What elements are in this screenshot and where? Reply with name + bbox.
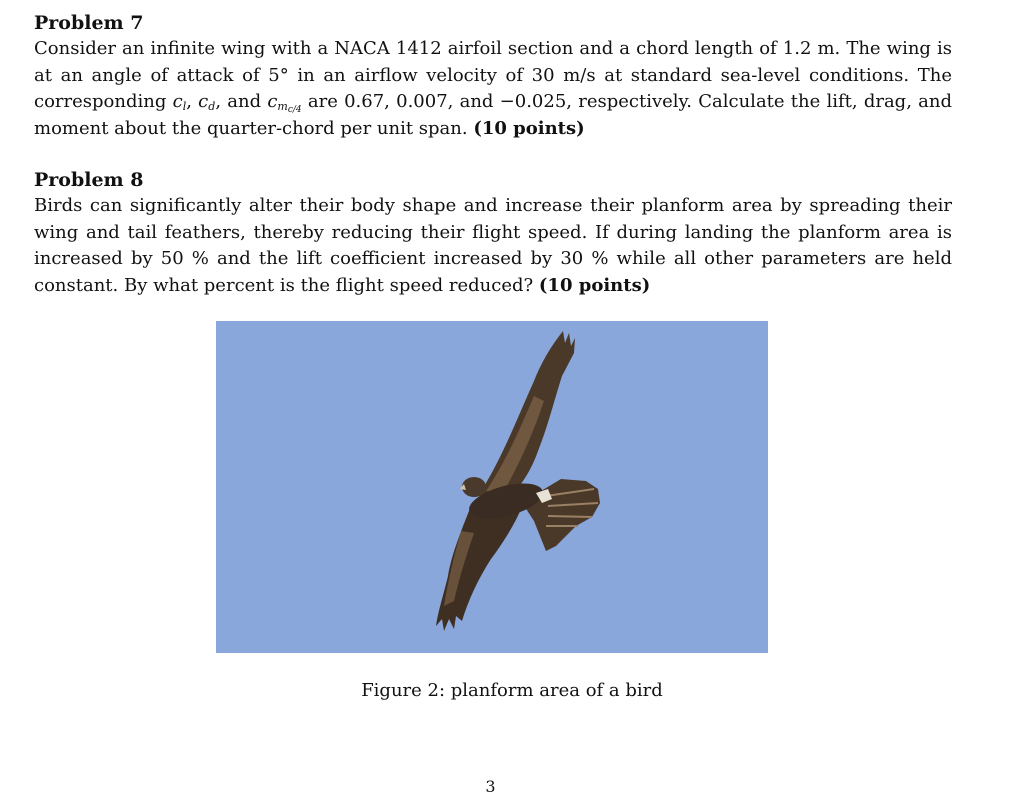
problem-7-heading: Problem 7 [34,12,144,34]
problem-8-text [34,193,952,299]
problem-7-text-b: are 0.67, 0.007, and −0.025, respectively. Calculate the lift, drag, and moment about the quarter-chord per unit span. [34,91,952,139]
problem-8-points: (10 points) [538,274,651,296]
bird-illustration [216,321,768,653]
bird-photo [216,321,768,653]
problem-7 [34,10,952,142]
symbol-cd: $c_d$ [198,91,216,113]
bird-head [462,477,486,497]
problem-7-text [34,36,952,142]
separator: , and [215,91,268,112]
problem-8-heading: Problem 8 [34,169,144,191]
symbol-cl: $c_l$ [172,91,187,113]
problem-8 [34,167,952,299]
problem-7-text-a: Consider an infinite wing with a NACA 1412 airfoil section and a chord length of 1.2 m. The wing is at an angle of attack of 5° in an airflow velocity of 30 m/s at standard sea-level conditions. The corresponding [34,38,952,112]
separator: , [186,91,199,112]
problem-8-text-body: Birds can significantly alter their body shape and increase their planform area by spreading their wing and tail feathers, thereby reducing their flight speed. If during landing the planform area is increased by 50 % and the lift coefficient increased by 30 % while all other parameters are held constant. By what percent is the flight speed reduced? [34,195,952,296]
figure-caption: Figure 2: planform area of a bird [361,680,663,701]
problem-7-points: (10 points) [473,117,585,139]
page-number: 3 [485,777,496,796]
symbol-cm: $c_{m_{c/4}}$ [267,91,302,115]
